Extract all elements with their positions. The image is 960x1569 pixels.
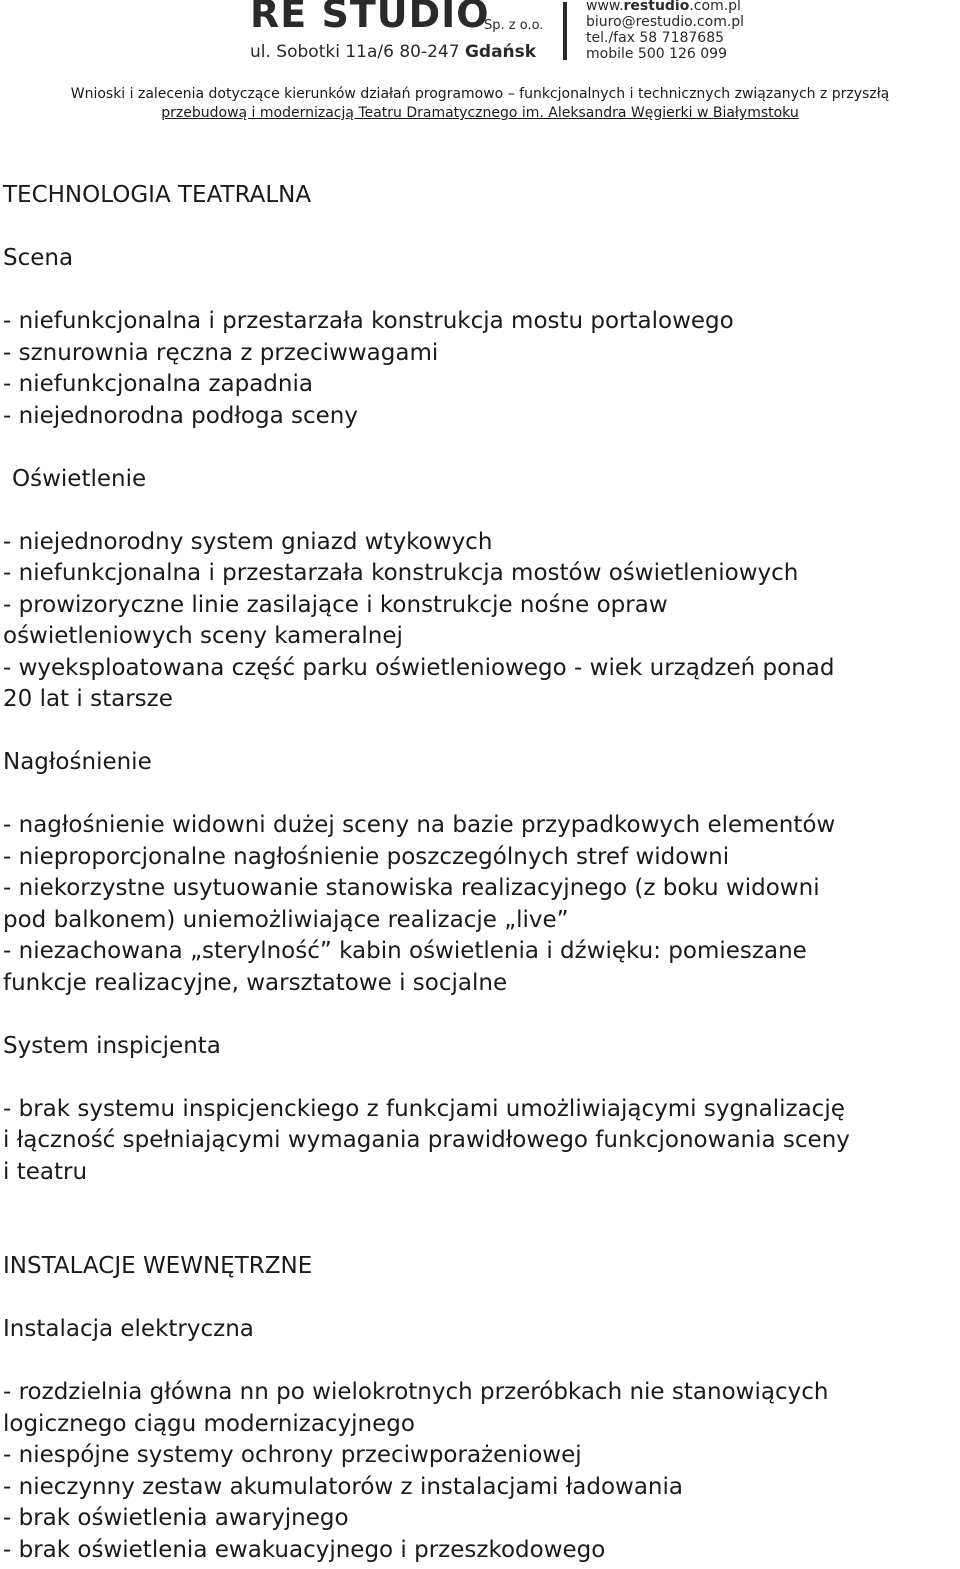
letterhead: [0, 0, 960, 66]
heading-scena: Scena: [3, 245, 74, 271]
header-line-1: Wnioski i zalecenia dotyczące kierunków działań programowo – funkcjonalnych i technicznych związanych z przyszłą: [70, 86, 890, 102]
list-item-continuation: pod balkonem) uniemożliwiające realizacje „live”: [3, 906, 569, 933]
list-item: - niejednorodna podłoga sceny: [3, 402, 358, 429]
heading-instalacja-elektryczna: Instalacja elektryczna: [3, 1316, 254, 1342]
list-item: - nieproporcjonalne nagłośnienie poszczególnych stref widowni: [3, 843, 730, 870]
section-title-technologia: TECHNOLOGIA TEATRALNA: [3, 182, 312, 208]
website: [586, 0, 744, 14]
header-line-2: przebudową i modernizacją Teatru Dramatycznego im. Aleksandra Węgierki w Białymstoku: [161, 105, 799, 121]
list-item-continuation: 20 lat i starsze: [3, 686, 173, 712]
list-item: - nagłośnienie widowni dużej sceny na bazie przypadkowych elementów: [3, 812, 836, 838]
company-address: [250, 42, 536, 62]
address-street: ul. Sobotki 11a/6 80-247: [250, 42, 465, 62]
website-domain: restudio: [623, 0, 690, 14]
list-item: - niefunkcjonalna i przestarzała konstrukcja mostów oświetleniowych: [3, 560, 799, 586]
list-item: - brak oświetlenia ewakuacyjnego i przeszkodowego: [3, 1536, 606, 1563]
list-item-continuation: i teatru: [3, 1158, 88, 1185]
letterhead-divider: [563, 2, 567, 60]
list-item: - prowizoryczne linie zasilające i konstrukcje nośne opraw: [3, 591, 668, 618]
heading-oswietlenie: Oświetlenie: [12, 465, 147, 492]
list-item: - niejednorodny system gniazd wtykowych: [3, 528, 493, 555]
section-title-instalacje: INSTALACJE WEWNĘTRZNE: [3, 1253, 313, 1279]
list-item: - niezachowana „sterylność” kabin oświetlenia i dźwięku: pomieszane: [3, 938, 807, 964]
tel-fax: tel./fax 58 7187685: [586, 30, 725, 46]
list-item: - niekorzystne usytuowanie stanowiska realizacyjnego (z boku widowni: [3, 875, 820, 901]
list-item-continuation: funkcje realizacyjne, warsztatowe i socjalne: [3, 969, 508, 996]
email: biuro@restudio.com.pl: [586, 14, 745, 30]
list-item: - rozdzielnia główna nn po wielokrotnych przeróbkach nie stanowiących: [3, 1379, 829, 1405]
list-item: - niefunkcjonalna i przestarzała konstrukcja mostu portalowego: [3, 308, 734, 334]
heading-naglosnienie: Nagłośnienie: [3, 749, 152, 775]
list-item: - brak systemu inspicjenckiego z funkcjami umożliwiającymi sygnalizację: [3, 1095, 845, 1122]
logo-suffix: Sp. z o.o.: [484, 18, 544, 33]
list-item: - wyeksploatowana część parku oświetleniowego - wiek urządzeń ponad: [3, 654, 835, 681]
list-item: - nieczynny zestaw akumulatorów z instalacjami ładowania: [3, 1473, 683, 1500]
company-logo: [248, 0, 578, 66]
list-item: - niefunkcjonalna zapadnia: [3, 371, 313, 397]
heading-system-inspicjenta: System inspicjenta: [3, 1032, 221, 1059]
website-suffix: .com.pl: [689, 0, 741, 14]
contact-block: [586, 0, 744, 62]
document-header: [0, 85, 960, 123]
list-item-continuation: logicznego ciągu modernizacyjnego: [3, 1410, 415, 1437]
list-item: - niespójne systemy ochrony przeciwporażeniowej: [3, 1442, 582, 1468]
logo-text: RE STUDIO: [250, 0, 490, 36]
address-city: Gdańsk: [464, 42, 537, 62]
list-item: - sznurownia ręczna z przeciwwagami: [3, 339, 439, 366]
list-item-continuation: oświetleniowych sceny kameralnej: [3, 623, 403, 649]
mobile: mobile 500 126 099: [586, 46, 727, 62]
list-item: - brak oświetlenia awaryjnego: [3, 1505, 349, 1531]
list-item-continuation: i łączność spełniającymi wymagania prawidłowego funkcjonowania sceny: [3, 1127, 850, 1153]
document-body: [3, 180, 960, 1566]
website-prefix: www.: [586, 0, 624, 14]
